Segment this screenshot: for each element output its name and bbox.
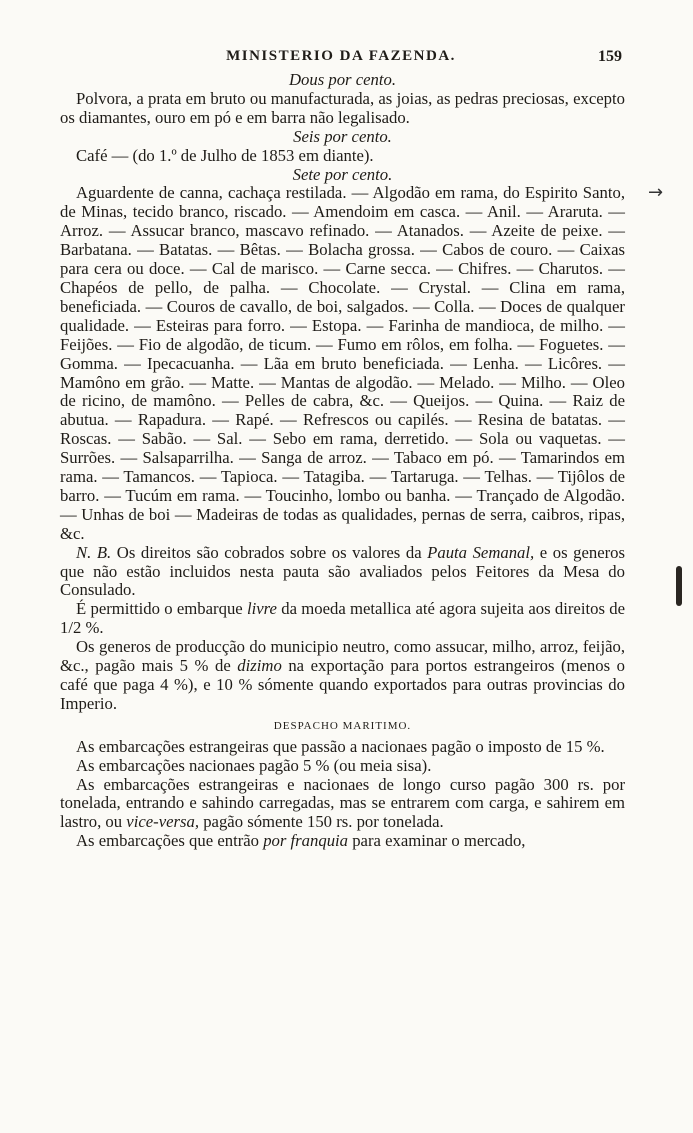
moeda-text-1: É permittido o embarque: [76, 599, 247, 619]
despacho-4-text-1: As embarcações que entrão: [76, 831, 264, 851]
despacho-3-text-1: As embarcações estrangeiras e nacionaes de longo curso pagão 300 rs. por tonelada, entrando e sahindo carregadas, mas se entrarem com carga, e sahirem em lastro, ou: [60, 774, 625, 832]
paragraph-despacho-3: [60, 776, 625, 833]
margin-arrow-mark: →: [648, 182, 664, 203]
paragraph-nota-bene: [60, 544, 625, 601]
nb-label: N. B.: [76, 542, 112, 562]
generos-text-1: Os generos de producção do municipio neutro, como assucar, milho, arroz, feijão, &c., pagão mais 5 % de: [60, 637, 625, 676]
paragraph-despacho-2: As embarcações nacionaes pagão 5 % (ou meia sisa).: [76, 755, 432, 775]
despacho-4-text-2: para examinar o mercado,: [348, 831, 526, 851]
section-heading-despacho: DESPACHO MARITIMO.: [273, 719, 412, 732]
page-header: [60, 48, 622, 70]
page-edge-mark: [676, 566, 682, 606]
nb-text-2: e os generos que não estão incluidos nesta pauta são avaliados pelos Feitores da Mesa do Consulado.: [60, 542, 625, 600]
paragraph-sete: Aguardente de canna, cachaça restilada. — Algodão em rama, do Espirito Santo, de Minas, tecido branco, riscado. — Amendoim em casca. — Anil. — Araruta. — Arroz. — Assucar branco, mascavo refinado. — Atanados. — Azeite de peixe. — Barbatana. — Batatas. — Bêtas. — Bolacha grossa. — Cabos de couro. — Caixas para cera ou doce. — Cal de marisco. — Carne secca. — Chifres. — Charutos. — Chapéos de pello, de palha. — Chocolate. — Crystal. — Clina em rama, beneficiada. — Couros de cavallo, de boi, salgados. — Colla. — Doces de qualquer qualidade. — Esteiras para forro. — Estopa. — Farinha de mandioca, de milho. — Feijões. — Fio de algodão, de ticum. — Fumo em rôlos, em folha. — Foguetes. — Gomma. — Ipecacuanha. — Lãa em bruto beneficiada. — Lenha. — Licôres. — Mamôno em grão. — Matte. — Mantas de algodão. — Melado. — Milho. — Oleo de ricino, de mamôno. — Pelles de cabra, &c. — Queijos. — Quina. — Raiz de abutua. — Rapadura. — Rapé. — Refrescos ou capilés. — Resina de batatas. — Roscas. — Sabão. — Sal. — Sebo em rama, derretido. — Sola ou vaquetas. — Surrões. — Salsaparrilha. — Sanga de arroz. — Tabaco em pó. — Tamarindos em rama. — Tamancos. — Tapioca. — Tatagiba. — Tartaruga. — Telhas. — Tijôlos de barro. — Tucúm em rama. — Toucinho, lombo ou banha. — Trançado de Algodão. — Unhas de boi — Madeiras de todas as qualidades, pernas de serra, caibros, ripas, &c.: [60, 183, 625, 543]
section-heading-sete: Sete por cento.: [292, 164, 393, 184]
running-title: MINISTERIO DA FAZENDA.: [226, 48, 456, 64]
moeda-text-2: da moeda metallica até agora sujeita aos direitos de 1/2 %.: [60, 599, 625, 638]
despacho-3-text-2: pagão sómente 150 rs. por tonelada.: [199, 812, 444, 832]
paragraph-generos: [60, 638, 625, 714]
paragraph-dois: Polvora, a prata em bruto ou manufacturada, as joias, as pedras preciosas, excepto os diamantes, ouro em pó e em barra não legalisado.: [60, 88, 625, 127]
paragraph-seis: Café — (do 1.º de Julho de 1853 em diante).: [76, 145, 374, 165]
paragraph-despacho-4: [60, 832, 625, 851]
despacho-4-italic: por franquia: [263, 831, 349, 851]
generos-italic: dizimo: [237, 656, 282, 676]
section-heading-seis: Seis por cento.: [293, 126, 392, 146]
paragraph-despacho-1: As embarcações estrangeiras que passão a nacionaes pagão o imposto de 15 %.: [76, 736, 605, 756]
section-heading-dois: Dous por cento.: [288, 70, 397, 89]
moeda-italic: livre: [246, 599, 277, 619]
despacho-3-italic: vice-versa,: [126, 812, 200, 832]
nb-italic: Pauta Semanal,: [427, 542, 535, 562]
page-number: 159: [598, 48, 622, 65]
paragraph-moeda: [60, 600, 625, 638]
page-body: [60, 71, 625, 851]
nb-text-1: Os direitos são cobrados sobre os valores da: [116, 542, 428, 562]
generos-text-2: na exportação para portos estrangeiros (menos o café que paga 4 %), e 10 % sómente quando exportados para outras provincias do Imperio.: [60, 656, 625, 713]
